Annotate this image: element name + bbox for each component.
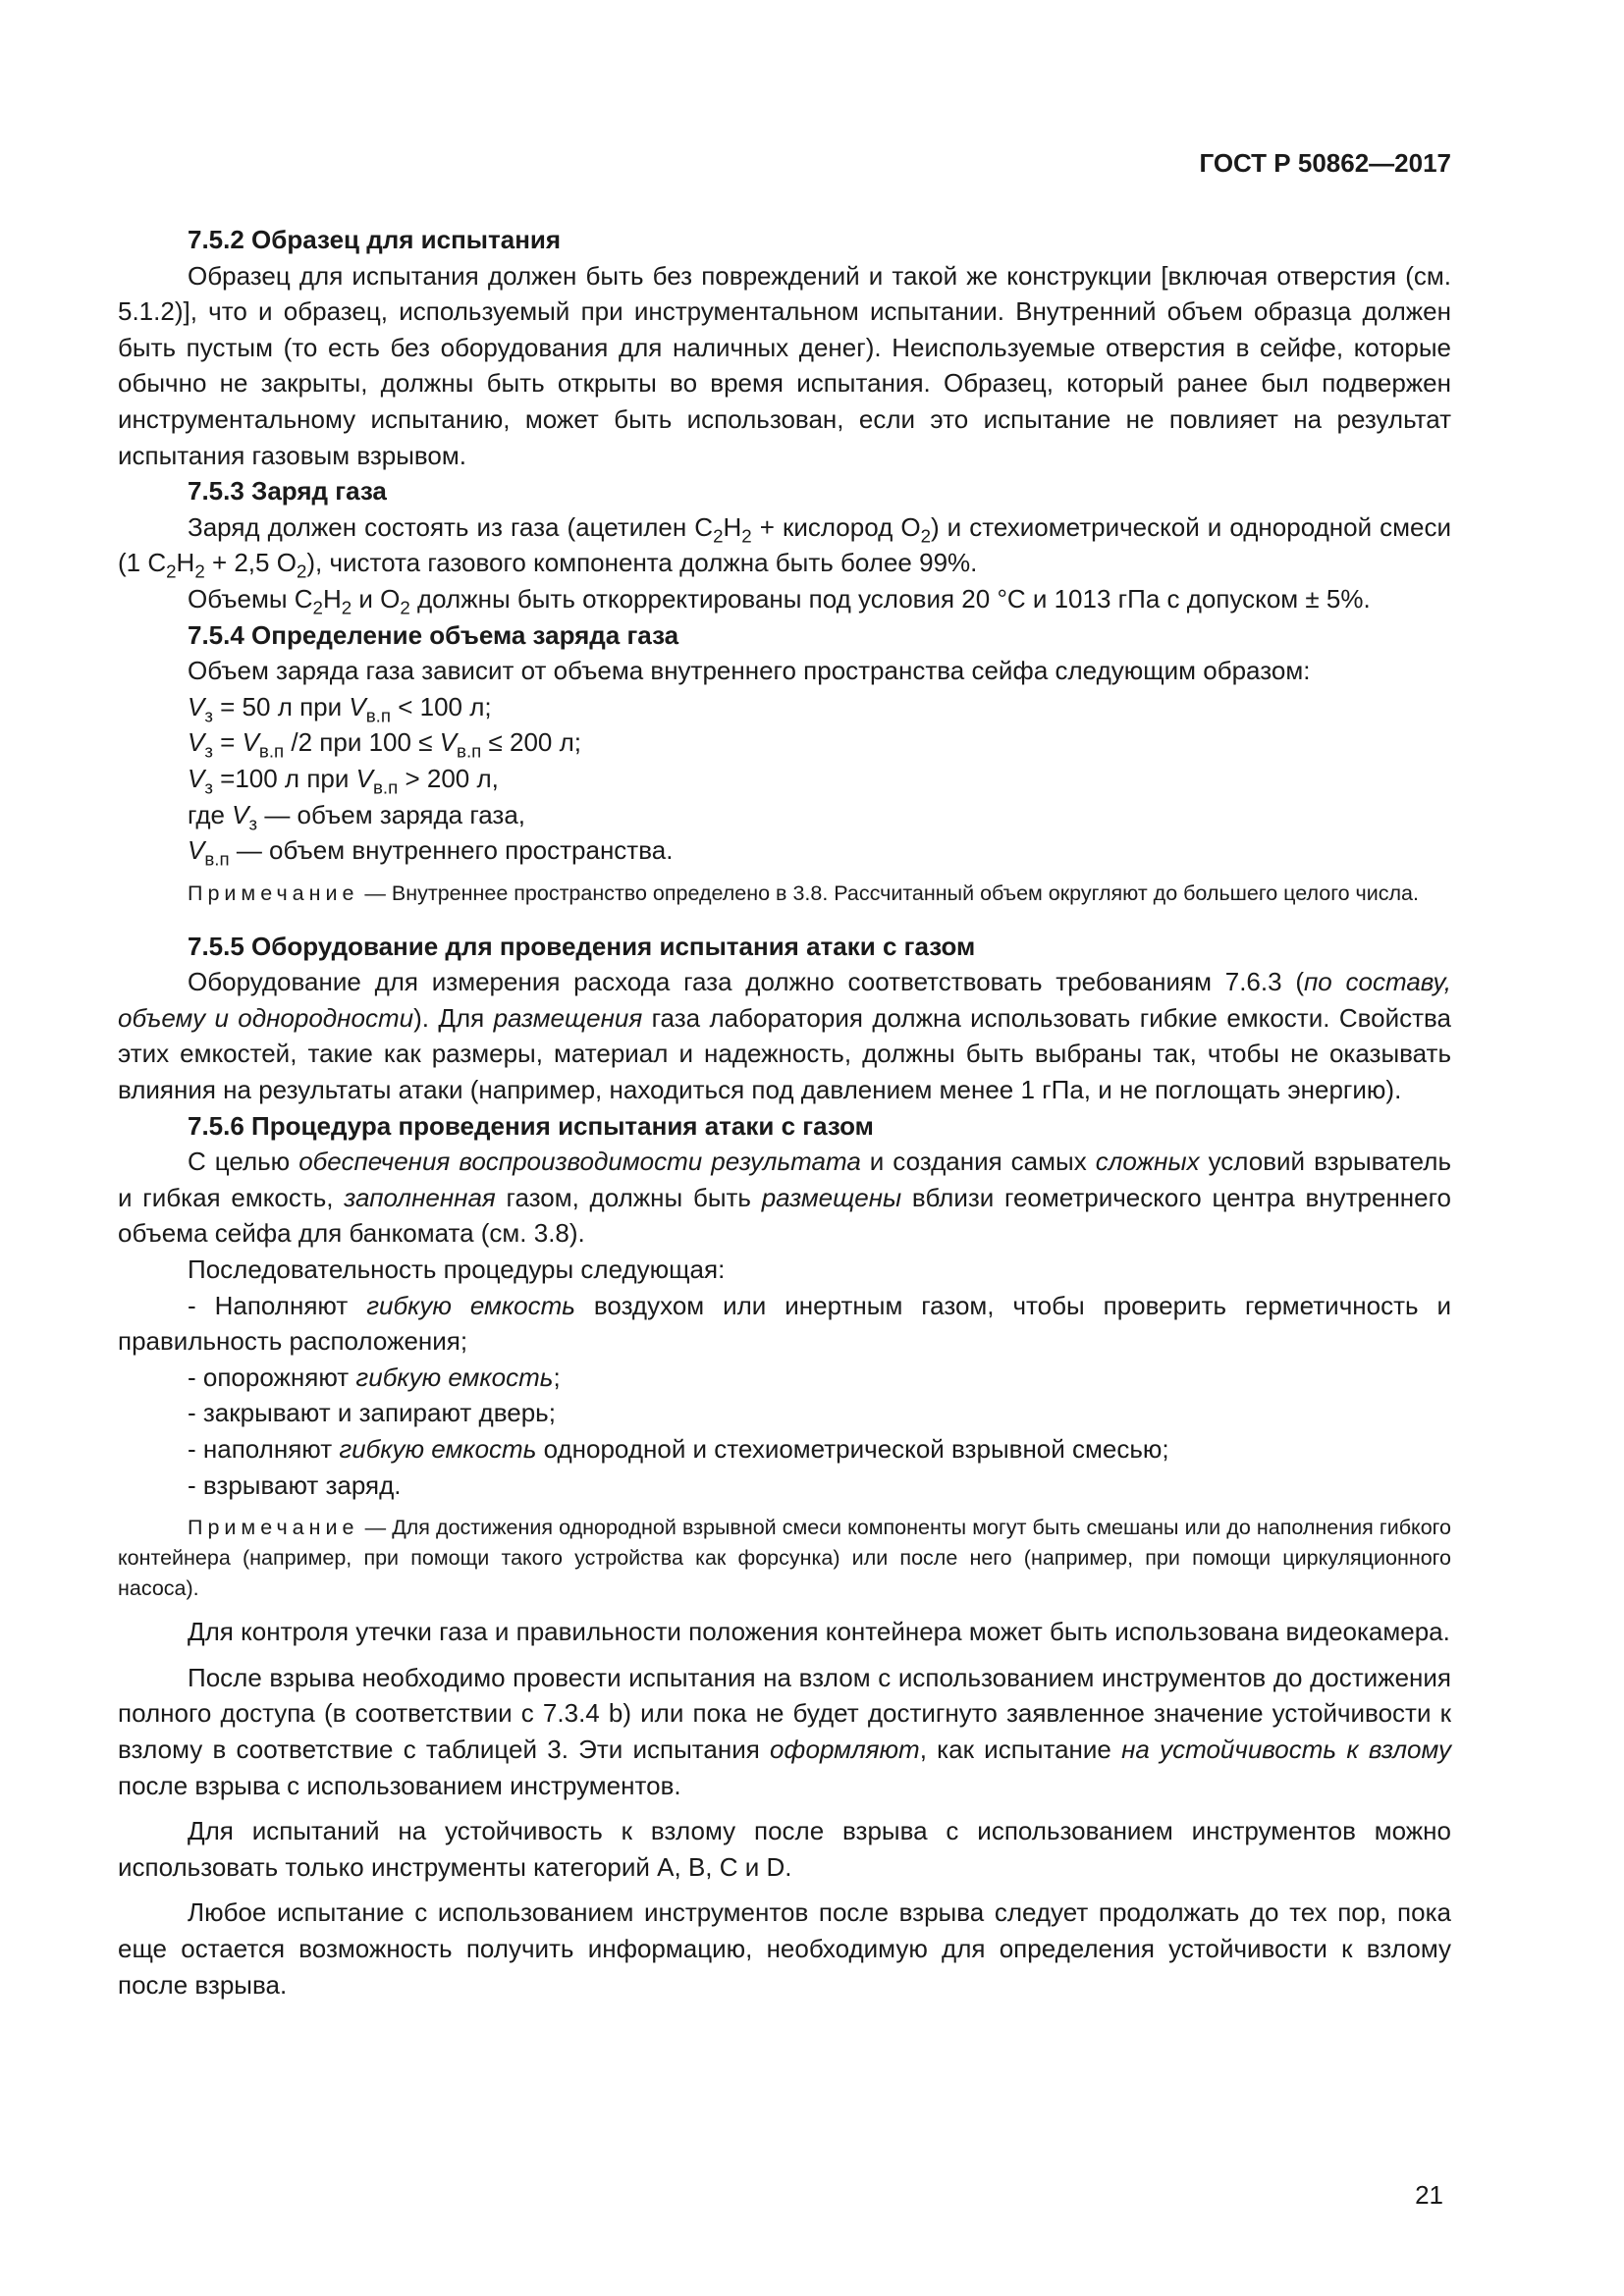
list-item: - наполняют гибкую емкость однородной и стехиометрической взрывной смесью; <box>188 1434 1169 1464</box>
paragraph-7-5-6-2: Последовательность процедуры следующая: <box>188 1255 726 1285</box>
document-body <box>118 222 1451 2002</box>
formula-line-2: $V_з = V_{в.п}$ /2 при $100 \le V_{в.п} \le 200$ л; <box>188 727 582 762</box>
paragraph-7-5-6-1: С целью обеспечения воспроизводимости результата и создания самых сложных условий взрыватель и гибкая емкость, заполненная газом, должны быть размещены вблизи геометрического центра внутреннего объема сейфа для банкомата (см. 3.8). <box>118 1147 1451 1249</box>
paragraph-7-5-6-3: Для контроля утечки газа и правильности положения контейнера может быть использована видеокамера. <box>188 1617 1450 1647</box>
paragraph-7-5-2: Образец для испытания должен быть без повреждений и такой же конструкции [включая отверстия (см. 5.1.2)], что и образец, используемый при инструментальном испытании. Внутренний объем образца должен быть пустым (то есть без оборудования для наличных денег). Неиспользуемые отверстия в сейфе, которые обычно не закрыты, должны быть открыты во время испытания. Образец, который ранее был подвержен инструментальному испытанию, может быть использован, если это испытание не повлияет на результат испытания газовым взрывом. <box>118 260 1451 470</box>
formula-legend-1: где $V_з$ — объем заряда газа, <box>188 799 526 834</box>
paragraph-7-5-6-6: Любое испытание с использованием инструментов после взрыва следует продолжать до тех пор, пока еще остается возможность получить информацию, необходимую для определения устойчивости к взлому после взрыва. <box>118 1897 1451 2000</box>
paragraph-7-5-3-1: Заряд должен состоять из газа (ацетилен $C_2H_2$ + кислород $O_2$) и стехиометрической и однородной смеси (1 $C_2H_2 + 2,5$ $O_2$), чистота газового компонента должна быть более 99%. <box>118 511 1451 582</box>
section-heading-7-5-3: 7.5.3 Заряд газа <box>188 476 387 507</box>
paragraph-7-5-3-2: Объемы $C_2H_2$ и $O_2$ должны быть откорректированы под условия 20 °C и 1013 гПа с допуском ± 5%. <box>188 583 1371 618</box>
section-heading-7-5-6: 7.5.6 Процедура проведения испытания атаки с газом <box>188 1110 874 1141</box>
paragraph-7-5-5: Оборудование для измерения расхода газа должно соответствовать требованиям 7.6.3 (по составу, объему и однородности). Для размещения газа лаборатория должна использовать гибкие емкости. Свойства этих емкостей, такие как размеры, материал и надежность, должны быть выбраны так, чтобы не оказывать влияния на результаты атаки (например, находиться под давлением менее 1 гПа, и не поглощать энергию). <box>118 967 1452 1105</box>
formula-line-3: $V_з =100$ л при $V_{в.п} > 200$ л, <box>188 763 499 798</box>
list-item: - взрывают заряд. <box>188 1469 402 1500</box>
note-7-5-6: Примечание — Для достижения однородной взрывной смеси компоненты могут быть смешаны или до наполнения гибкого контейнера (например, при помощи такого устройства как форсунка) или после него (например, при помощи циркуляционного насоса). <box>118 1516 1451 1601</box>
note-label: Примечание <box>188 1516 359 1540</box>
list-item: - Наполняют гибкую емкость воздухом или инертным газом, чтобы проверить герметичность и правильность расположения; <box>118 1290 1451 1357</box>
note-7-5-4: Примечание — Внутреннее пространство определено в 3.8. Рассчитанный объем округляют до большего целого числа. <box>188 881 1419 905</box>
section-heading-7-5-5: 7.5.5 Оборудование для проведения испытания атаки с газом <box>188 931 976 961</box>
section-heading-7-5-4: 7.5.4 Определение объема заряда газа <box>188 619 679 650</box>
section-heading-7-5-2: 7.5.2 Образец для испытания <box>188 225 562 254</box>
paragraph-7-5-6-4: После взрыва необходимо провести испытания на взлом с использованием инструментов до достижения полного доступа (в соответствии с 7.3.4 b) или пока не будет достигнуто заявленное значение устойчивости к взлому в соответствие с таблицей 3. Эти испытания оформляют, как испытание на устойчивость к взлому после взрыва с использованием инструментов. <box>118 1662 1451 1800</box>
standard-code-header: ГОСТ Р 50862—2017 <box>1199 148 1451 178</box>
list-item: - закрывают и запирают дверь; <box>188 1398 556 1428</box>
note-label: Примечание <box>188 881 359 905</box>
paragraph-7-5-4: Объем заряда газа зависит от объема внутреннего пространства сейфа следующим образом: <box>188 656 1311 686</box>
list-item: - опорожняют гибкую емкость; <box>188 1362 561 1392</box>
page-number: 21 <box>1415 2180 1443 2210</box>
formula-legend-2: $V_{в.п}$ — объем внутреннего пространства. <box>188 835 674 870</box>
formula-line-1: $V_з = 50$ л при $V_{в.п} < 100$ л; <box>188 691 492 726</box>
paragraph-7-5-6-5: Для испытаний на устойчивость к взлому после взрыва с использованием инструментов можно использовать только инструменты категорий A, B, C и D. <box>118 1816 1451 1882</box>
